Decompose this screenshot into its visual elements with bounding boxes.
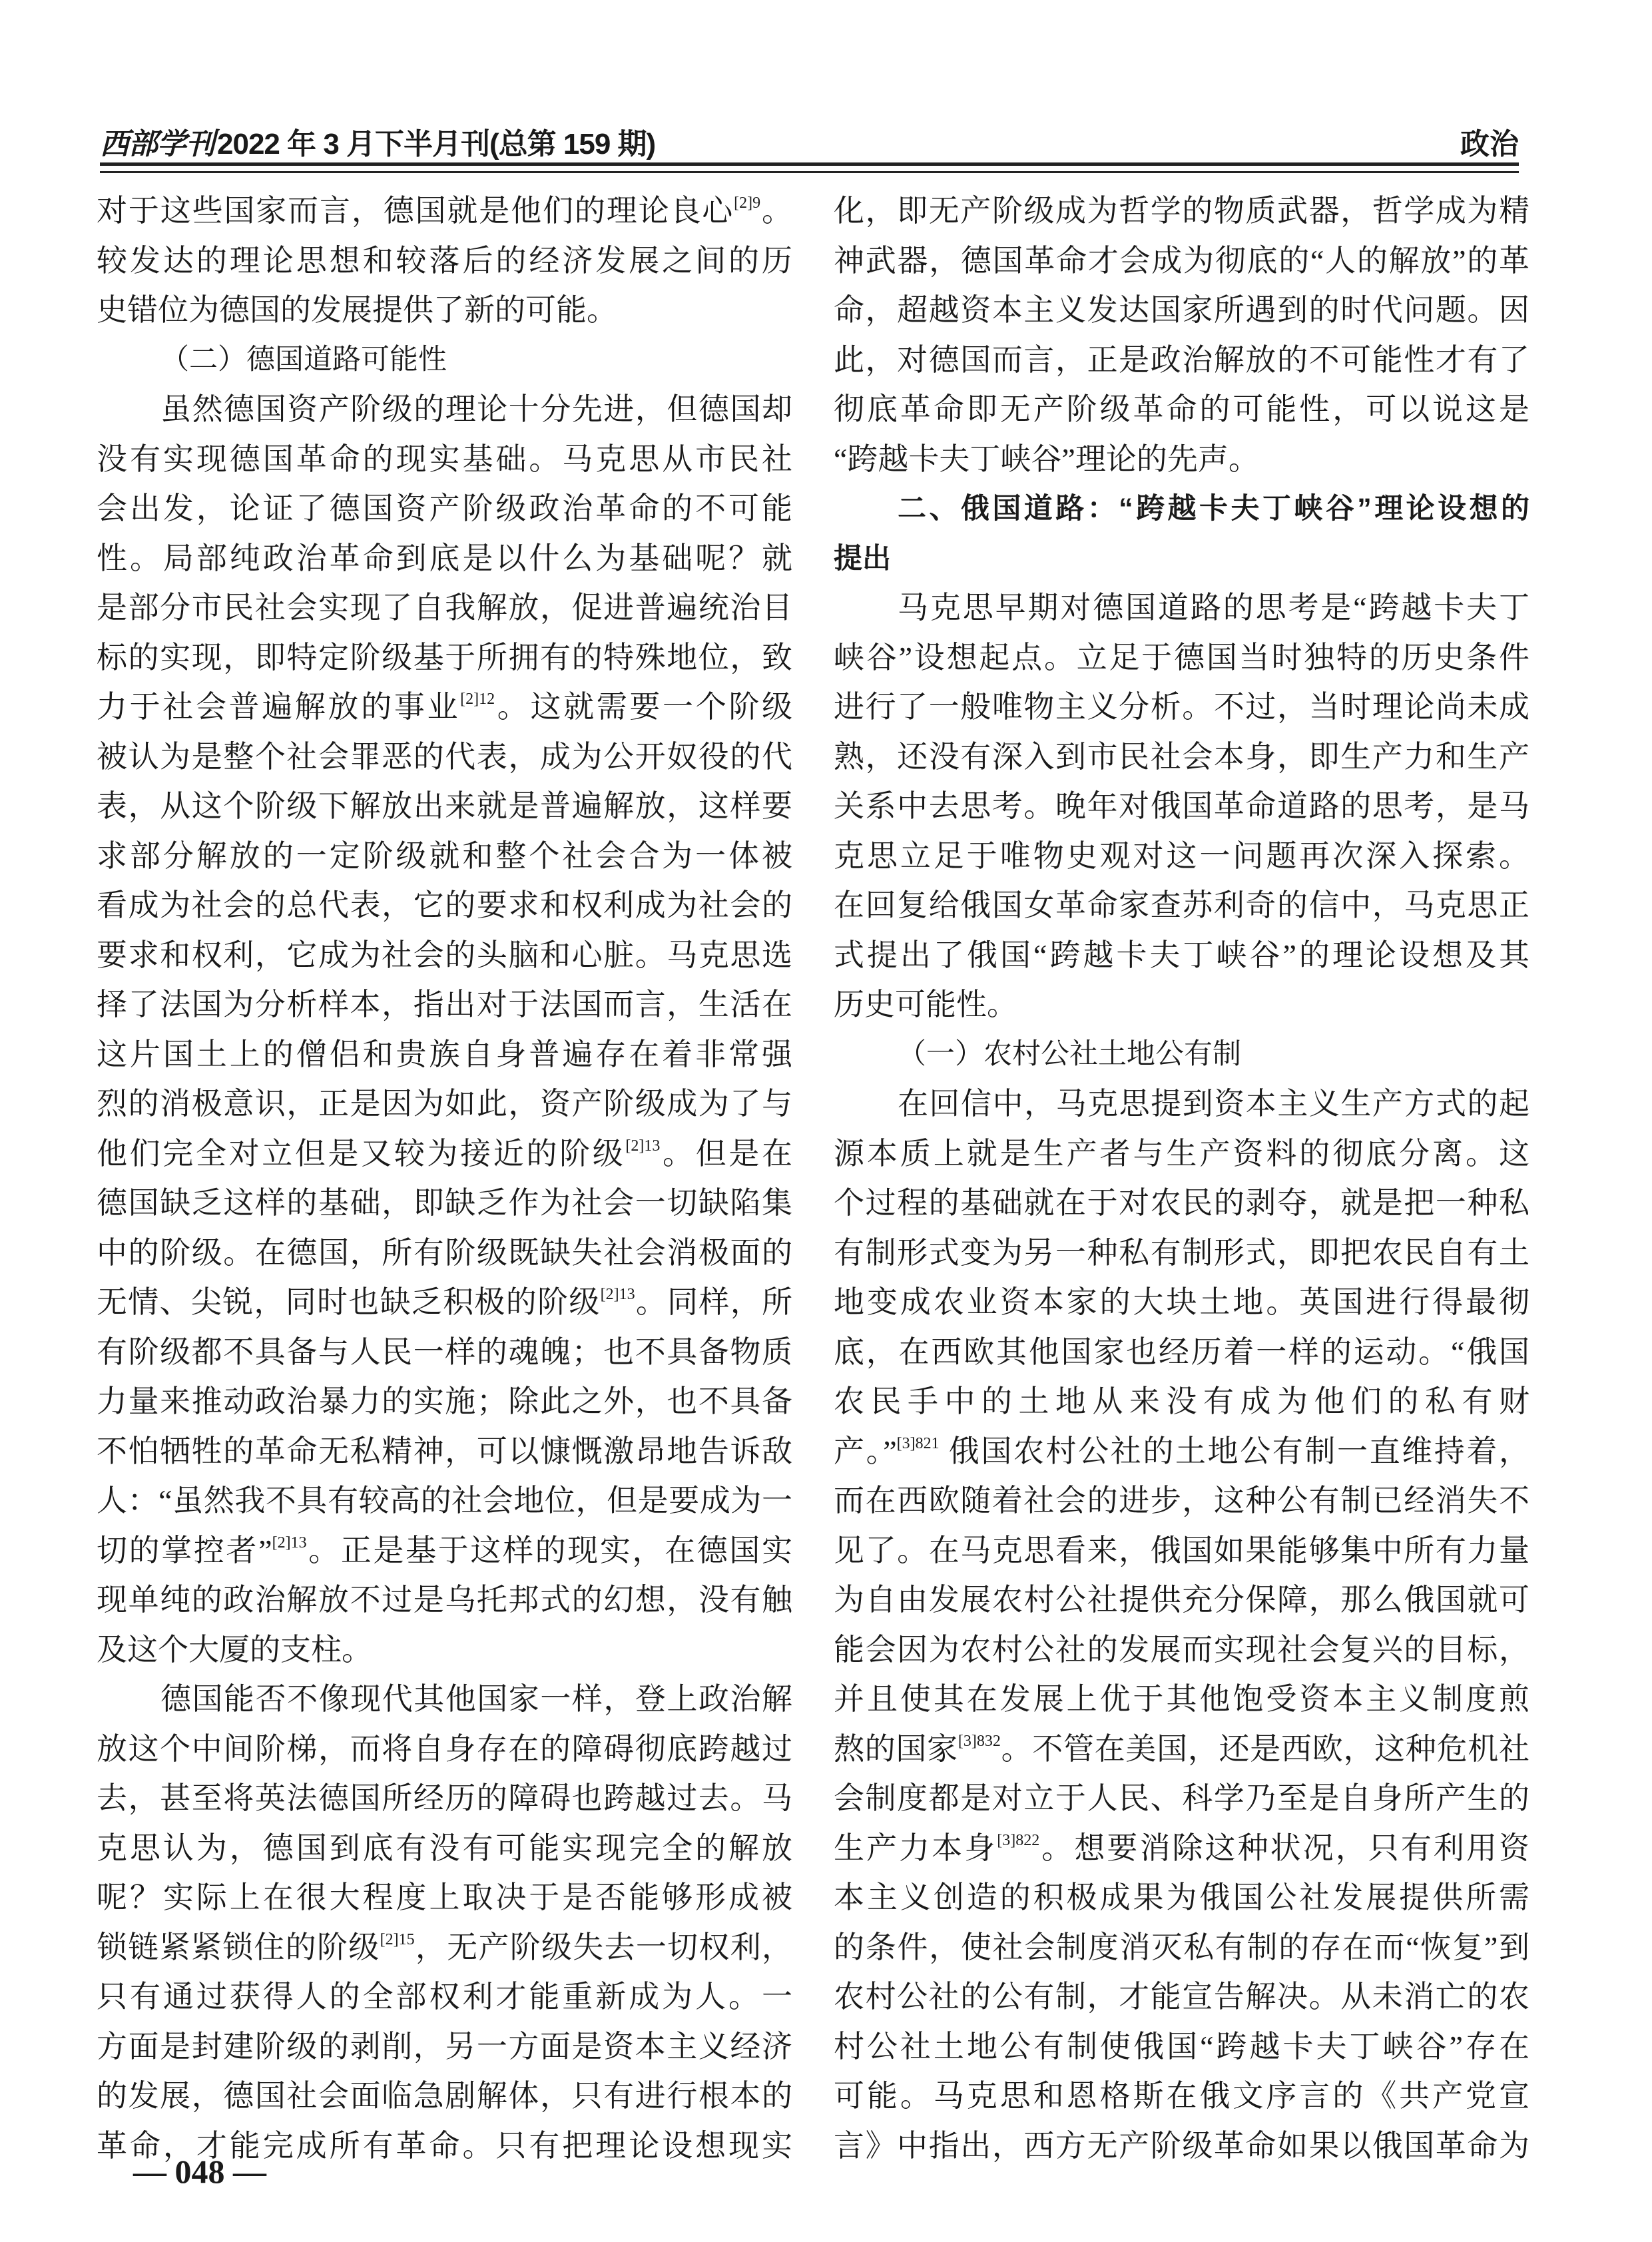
text-line — [834, 484, 1529, 534]
text-segment: 对于这些国家而言，德国就是他们的理论良心 — [97, 194, 734, 228]
text-segment: ，无产阶级失去一切权利， — [414, 1930, 793, 1964]
text-line — [97, 980, 792, 1030]
text-segment: 。正是基于这样的现实，在德国实 — [306, 1533, 793, 1567]
section-heading — [97, 336, 792, 386]
text-segment: 性。局部纯政治革命到底是以什么为基础呢？就 — [97, 541, 792, 575]
citation-ref: [2]15 — [380, 1930, 415, 1948]
text-segment: 会制度都是对立于人民、科学乃至是自身所产生的 — [834, 1781, 1529, 1815]
text-line — [834, 1328, 1529, 1378]
text-segment: 神武器，德国革命才会成为彻底的“人的解放”的革 — [834, 243, 1529, 278]
text-line — [97, 1328, 792, 1378]
text-segment: 式提出了俄国“跨越卡夫丁峡谷”的理论设想及其 — [834, 938, 1529, 972]
text-line — [834, 583, 1529, 633]
text-segment: 人：“虽然我不具有较高的社会地位，但是要成为一 — [97, 1484, 792, 1518]
text-line — [97, 1725, 792, 1775]
text-line — [97, 1526, 792, 1576]
text-line — [834, 1179, 1529, 1229]
text-line — [97, 782, 792, 832]
text-segment: 较发达的理论思想和较落后的经济发展之间的历 — [97, 243, 792, 278]
text-line — [97, 1675, 792, 1725]
text-line — [97, 236, 792, 286]
text-line — [97, 1625, 792, 1675]
journal-header — [100, 120, 655, 162]
text-line — [97, 2072, 792, 2121]
text-segment: 并且使其在发展上优于其他饱受资本主义制度煎 — [834, 1682, 1529, 1716]
text-line — [834, 732, 1529, 782]
text-segment: 峡谷”设想起点。立足于德国当时独特的历史条件 — [834, 640, 1529, 675]
text-segment: 而在西欧随着社会的进步，这种公有制已经消失不 — [834, 1484, 1529, 1518]
text-segment: 化，即无产阶级成为哲学的物质武器，哲学成为精 — [834, 194, 1529, 228]
text-segment: 切的掌控者” — [97, 1533, 272, 1567]
text-segment: 标的实现，即特定阶级基于所拥有的特殊地位，致 — [97, 640, 792, 675]
text-segment: （一）农村公社土地公有制 — [898, 1038, 1241, 1070]
text-line — [834, 931, 1529, 981]
text-segment: 革命，才能完成所有革命。只有把理论设想现实 — [97, 2128, 792, 2163]
text-line — [97, 683, 792, 732]
header-rule-thin — [100, 171, 1519, 173]
text-line — [97, 1476, 792, 1526]
text-segment: 此，对德国而言，正是政治解放的不可能性才有了 — [834, 342, 1529, 377]
text-segment: “跨越卡夫丁峡谷”理论的先声。 — [834, 441, 1259, 476]
text-segment: 看成为社会的总代表，它的要求和权利成为社会的 — [97, 888, 792, 922]
text-segment: 历史可能性。 — [834, 987, 1017, 1021]
page-number: — 048 — — [133, 2153, 266, 2190]
text-segment: 马克思早期对德国道路的思考是“跨越卡夫丁 — [898, 591, 1529, 625]
text-segment: 求部分解放的一定阶级就和整个社会合为一体被 — [97, 838, 792, 873]
text-line — [97, 1129, 792, 1179]
citation-ref: [3]821 — [896, 1434, 940, 1452]
text-segment: 德国能否不像现代其他国家一样，登上政治解 — [160, 1682, 792, 1716]
text-line — [834, 1377, 1529, 1427]
paragraph — [97, 1675, 792, 2171]
text-line — [834, 1972, 1529, 2022]
text-segment: 虽然德国资产阶级的理论十分先进，但德国却 — [160, 392, 792, 426]
text-line — [834, 286, 1529, 336]
text-segment: 关系中去思考。晚年对俄国革命道路的思考，是马 — [834, 789, 1529, 823]
text-segment: 力于社会普遍解放的事业 — [97, 690, 461, 724]
section-heading — [834, 1030, 1529, 1080]
text-line — [834, 782, 1529, 832]
text-line — [97, 336, 792, 386]
text-line — [834, 1030, 1529, 1080]
text-segment: 是部分市民社会实现了自我解放，促进普遍统治目 — [97, 591, 792, 625]
left-column — [97, 186, 792, 2171]
text-line — [97, 435, 792, 485]
text-line — [97, 1079, 792, 1129]
text-line — [97, 1179, 792, 1229]
text-line — [834, 980, 1529, 1030]
text-line — [97, 1030, 792, 1080]
text-line — [97, 1824, 792, 1874]
text-line — [97, 1873, 792, 1923]
text-line — [834, 435, 1529, 485]
text-line — [97, 732, 792, 782]
text-segment: 克思认为，德国到底有没有可能实现完全的解放 — [97, 1830, 792, 1865]
text-segment: 会出发，论证了德国资产阶级政治革命的不可能 — [97, 491, 792, 525]
text-line — [834, 832, 1529, 882]
text-line — [834, 1873, 1529, 1923]
text-line — [97, 2022, 792, 2072]
text-segment: 。这就需要一个阶级 — [495, 690, 793, 724]
text-line — [834, 1575, 1529, 1625]
text-line — [834, 1476, 1529, 1526]
text-line — [97, 286, 792, 336]
issue-info: 2022 年 3 月下半月刊(总第 159 期) — [217, 128, 656, 160]
text-segment: 地变成农业资本家的大块土地。英国进行得最彻 — [834, 1285, 1529, 1319]
text-segment: 源本质上就是生产者与生产资料的彻底分离。这 — [834, 1136, 1529, 1171]
text-line — [834, 633, 1529, 683]
text-line — [834, 1774, 1529, 1824]
text-line — [97, 1377, 792, 1427]
text-line — [97, 186, 792, 236]
text-line — [97, 832, 792, 882]
text-line — [834, 336, 1529, 386]
text-segment: 能会因为农村公社的发展而实现社会复兴的目标， — [834, 1632, 1529, 1667]
citation-ref: [2]9 — [734, 194, 761, 212]
text-segment: 他们完全对立但是又较为接近的阶级 — [97, 1136, 626, 1171]
text-segment: 中的阶级。在德国，所有阶级既缺失社会消极面的 — [97, 1235, 792, 1270]
text-segment: 村公社土地公有制使俄国“跨越卡夫丁峡谷”存在 — [834, 2029, 1529, 2064]
text-line — [97, 1923, 792, 1973]
journal-logo: 西部学刊 — [100, 127, 214, 161]
text-segment: 为自由发展农村公社提供充分保障，那么俄国就可 — [834, 1583, 1529, 1617]
text-line — [834, 1129, 1529, 1179]
text-segment: 不怕牺牲的革命无私精神，可以慷慨激昂地告诉敌 — [97, 1434, 792, 1468]
paragraph — [834, 1079, 1529, 2171]
citation-ref: [3]822 — [997, 1831, 1040, 1849]
text-segment: 。不管在美国，还是西欧，这种危机社 — [1000, 1731, 1530, 1766]
text-segment: 克思立足于唯物史观对这一问题再次深入探索。 — [834, 838, 1529, 873]
text-segment: 本主义创造的积极成果为俄国公社发展提供所需 — [834, 1880, 1529, 1914]
citation-ref: [2]12 — [460, 691, 495, 708]
text-segment: 农民手中的土地从来没有成为他们的私有财 — [834, 1384, 1529, 1418]
text-segment: 表，从这个阶级下解放出来就是普遍解放，这样要 — [97, 789, 792, 823]
text-segment: 锁链紧紧锁住的阶级 — [97, 1930, 380, 1964]
text-line — [97, 484, 792, 534]
text-segment: 熬的国家 — [834, 1731, 958, 1766]
citation-ref: [2]13 — [600, 1286, 635, 1303]
text-line — [97, 1575, 792, 1625]
text-segment: 见了。在马克思看来，俄国如果能够集中所有力量 — [834, 1533, 1529, 1567]
text-line — [97, 385, 792, 435]
text-segment: 二、俄国道路：“跨越卡夫丁峡谷”理论设想的 — [898, 493, 1529, 525]
text-segment: 个过程的基础就在于对农民的剥夺，就是把一种私 — [834, 1186, 1529, 1220]
text-segment: 呢？实际上在很大程度上取决于是否能够形成被 — [97, 1880, 792, 1914]
text-line — [834, 1824, 1529, 1874]
citation-ref: [3]832 — [958, 1732, 1001, 1750]
text-line — [834, 2072, 1529, 2121]
text-segment: 的发展，德国社会面临急剧解体，只有进行根本的 — [97, 2079, 792, 2113]
text-line — [834, 1675, 1529, 1725]
text-line — [97, 1229, 792, 1278]
citation-ref: [2]13 — [272, 1534, 307, 1551]
text-line — [97, 1774, 792, 1824]
text-segment: 进行了一般唯物主义分析。不过，当时理论尚未成 — [834, 690, 1529, 724]
text-line — [834, 236, 1529, 286]
text-line — [97, 583, 792, 633]
text-segment: 没有实现德国革命的现实基础。马克思从市民社 — [97, 441, 792, 476]
text-line — [834, 1278, 1529, 1328]
text-line — [834, 186, 1529, 236]
text-segment: 在回信中，马克思提到资本主义生产方式的起 — [898, 1087, 1529, 1121]
text-line — [97, 534, 792, 584]
text-line — [834, 1229, 1529, 1278]
text-segment: 现单纯的政治解放不过是乌托邦式的幻想，没有触 — [97, 1583, 792, 1617]
text-line — [834, 1079, 1529, 1129]
right-column — [834, 186, 1529, 2171]
text-segment: 方面是封建阶级的剥削，另一方面是资本主义经济 — [97, 2029, 792, 2064]
text-line — [97, 1427, 792, 1477]
text-line — [834, 1526, 1529, 1576]
text-segment: 的条件，使社会制度消灭私有制的存在而“恢复”到 — [834, 1930, 1529, 1964]
text-segment: 被认为是整个社会罪恶的代表，成为公开奴役的代 — [97, 739, 792, 774]
text-line — [97, 931, 792, 981]
text-line — [834, 534, 1529, 584]
section-heading — [834, 484, 1529, 583]
text-segment: 熟，还没有深入到市民社会本身，即生产力和生产 — [834, 739, 1529, 774]
text-segment: 。 — [760, 194, 793, 228]
text-segment: 可能。马克思和恩格斯在俄文序言的《共产党宣 — [834, 2079, 1529, 2113]
text-line — [834, 1725, 1529, 1775]
text-line — [834, 683, 1529, 732]
text-segment: 只有通过获得人的全部权利才能重新成为人。一 — [97, 1980, 792, 2014]
text-segment: 在回复给俄国女革命家查苏利奇的信中，马克思正 — [834, 888, 1529, 922]
text-segment: 去，甚至将英法德国所经历的障碍也跨越过去。马 — [97, 1781, 792, 1815]
text-segment: 德国缺乏这样的基础，即缺乏作为社会一切缺陷集 — [97, 1186, 792, 1220]
text-segment: 农村公社的公有制，才能宣告解决。从未消亡的农 — [834, 1980, 1529, 2014]
text-line — [834, 385, 1529, 435]
text-line — [97, 633, 792, 683]
text-segment: 择了法国为分析样本，指出对于法国而言，生活在 — [97, 987, 792, 1021]
text-segment: （二）德国道路可能性 — [160, 344, 447, 376]
text-segment: 。同样，所 — [635, 1285, 793, 1319]
text-segment: 产。” — [834, 1434, 897, 1468]
text-line — [834, 1923, 1529, 1973]
text-line — [97, 1278, 792, 1328]
text-segment: 烈的消极意识，正是因为如此，资产阶级成为了与 — [97, 1087, 792, 1121]
citation-ref: [2]13 — [625, 1137, 661, 1155]
text-segment: 俄国农村公社的土地公有制一直维持着， — [939, 1434, 1530, 1468]
text-segment: 这片国土上的僧侣和贵族自身普遍存在着非常强 — [97, 1037, 792, 1071]
text-segment: 彻底革命即无产阶级革命的可能性，可以说这是 — [834, 392, 1529, 426]
text-segment: 放这个中间阶梯，而将自身存在的障碍彻底跨越过 — [97, 1731, 792, 1766]
text-segment: 无情、尖锐，同时也缺乏积极的阶级 — [97, 1285, 601, 1319]
text-segment: 提出 — [834, 542, 891, 575]
text-segment: 。但是在 — [660, 1136, 793, 1171]
text-segment: 及这个大厦的支柱。 — [97, 1632, 372, 1667]
section-label: 政治 — [1460, 128, 1519, 160]
paragraph — [97, 385, 792, 1675]
text-segment: 史错位为德国的发展提供了新的可能。 — [97, 293, 617, 327]
text-segment: 有制形式变为另一种私有制形式，即把农民自有土 — [834, 1235, 1529, 1270]
text-line — [834, 2121, 1529, 2171]
text-line — [834, 2022, 1529, 2072]
text-line — [834, 1625, 1529, 1675]
text-line — [97, 1972, 792, 2022]
text-segment: 言》中指出，西方无产阶级革命如果以俄国革命为 — [834, 2128, 1529, 2163]
text-segment: 要求和权利，它成为社会的头脑和心脏。马克思选 — [97, 938, 792, 972]
paragraph — [834, 186, 1529, 484]
text-segment: 。想要消除这种状况，只有利用资 — [1039, 1830, 1530, 1865]
text-segment: 力量来推动政治暴力的实施；除此之外，也不具备 — [97, 1384, 792, 1418]
text-segment: 命，超越资本主义发达国家所遇到的时代问题。因 — [834, 293, 1529, 327]
text-segment: 生产力本身 — [834, 1830, 997, 1865]
text-line — [834, 881, 1529, 931]
header-rule-thick — [100, 162, 1519, 166]
paragraph — [834, 583, 1529, 1030]
text-line — [97, 881, 792, 931]
text-line — [834, 1427, 1529, 1477]
text-segment: 底，在西欧其他国家也经历着一样的运动。“俄国 — [834, 1334, 1529, 1369]
paragraph — [97, 186, 792, 336]
text-segment: 有阶级都不具备与人民一样的魂魄；也不具备物质 — [97, 1334, 792, 1369]
